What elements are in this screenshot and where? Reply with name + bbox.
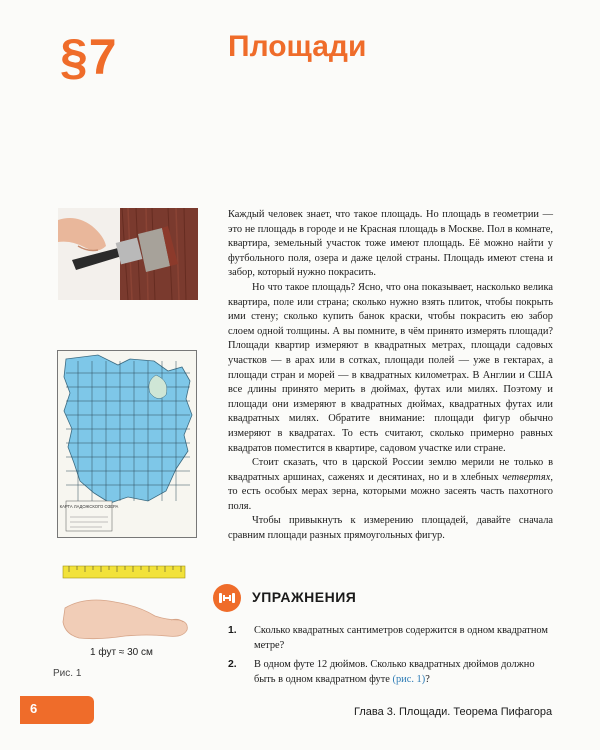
dumbbell-icon: [213, 584, 241, 612]
paint-brush-image: [58, 208, 198, 300]
paragraph: Чтобы привыкнуть к измерению площадей, давайте сначала сравним площади разных прямоугольных фигур.: [228, 515, 553, 542]
page-number: 6: [30, 701, 38, 716]
paragraph-text: , то есть особых мерах зерна, которыми можно засеять часть пахотного поля.: [228, 471, 553, 512]
chapter-footer: Глава 3. Площади. Теорема Пифагора: [354, 706, 553, 718]
figure-reference-link[interactable]: (рис. 1): [392, 673, 426, 685]
exercise-text-body: В одном футе 12 дюймов. Сколько квадратных дюймов должно быть в одном квадратном футе: [254, 659, 535, 685]
paragraph: Каждый человек знает, что такое площадь. Но площадь в геометрии — это не площадь в городе и не Красная площадь в Москве. Пол в комнате, квартира, земельный участок тоже имеют площадь. Её можно найти у футбольного поля, озера и даже целой страны. Площадь имеют стена и забор, который нужно покрасить.: [228, 209, 553, 279]
exercises-title: УПРАЖНЕНИЯ: [252, 589, 357, 605]
map-title: КАРТА ЛАДОЖСКОГО ОЗЕРА: [59, 504, 119, 509]
section-title: Площади: [228, 30, 367, 63]
figure-label: Рис. 1: [53, 668, 82, 679]
exercise-number: 1.: [228, 625, 237, 636]
exercise-item: [228, 624, 553, 653]
exercise-text-tail: ?: [425, 673, 430, 685]
section-number: §7: [60, 29, 118, 85]
exercise-item: [228, 658, 553, 687]
paragraph: [228, 456, 553, 514]
map-image: [57, 350, 197, 538]
foot-measure-caption: 1 фут ≈ 30 см: [90, 647, 153, 658]
body-text: [228, 208, 553, 544]
italic-term: четвертях: [502, 471, 551, 483]
exercise-text: [254, 658, 553, 687]
exercise-text: Сколько квадратных сантиметров содержится в одном квадратном метре?: [254, 625, 548, 651]
paragraph-text: Стоит сказать, что в царской России землю мерили не только в квадратных аршинах, саженях и десятинах, но и в хлебных: [228, 457, 553, 483]
paragraph: Но что такое площадь? Ясно, что она показывает, насколько велика квартира, поле или страна; сколько нужно взять плиток, чтобы покрыть ими стену; сколько купить банок краски, чтобы покрасить ею забор слоем одной толщины. А вы помните, в чём принято измерять площади? Площади квартир измеряют в квадратных метрах, площади садовых участков — в арах или в сотках, площади полей — уже в гектарах, а площади стран и морей — в квадратных километрах. В Англии и США все длины принято мерить в дюймах, футах или милях. Поэтому и площади они измеряют в квадратных дюймах, квадратных футах или квадратных милях. Обратите внимание: площади фигур обычно измеряют в квадратах. То есть считают, сколько примерно равных квадратов поместится в квартире, садовом участке или стране.: [228, 281, 553, 454]
exercise-number: 2.: [228, 659, 237, 670]
